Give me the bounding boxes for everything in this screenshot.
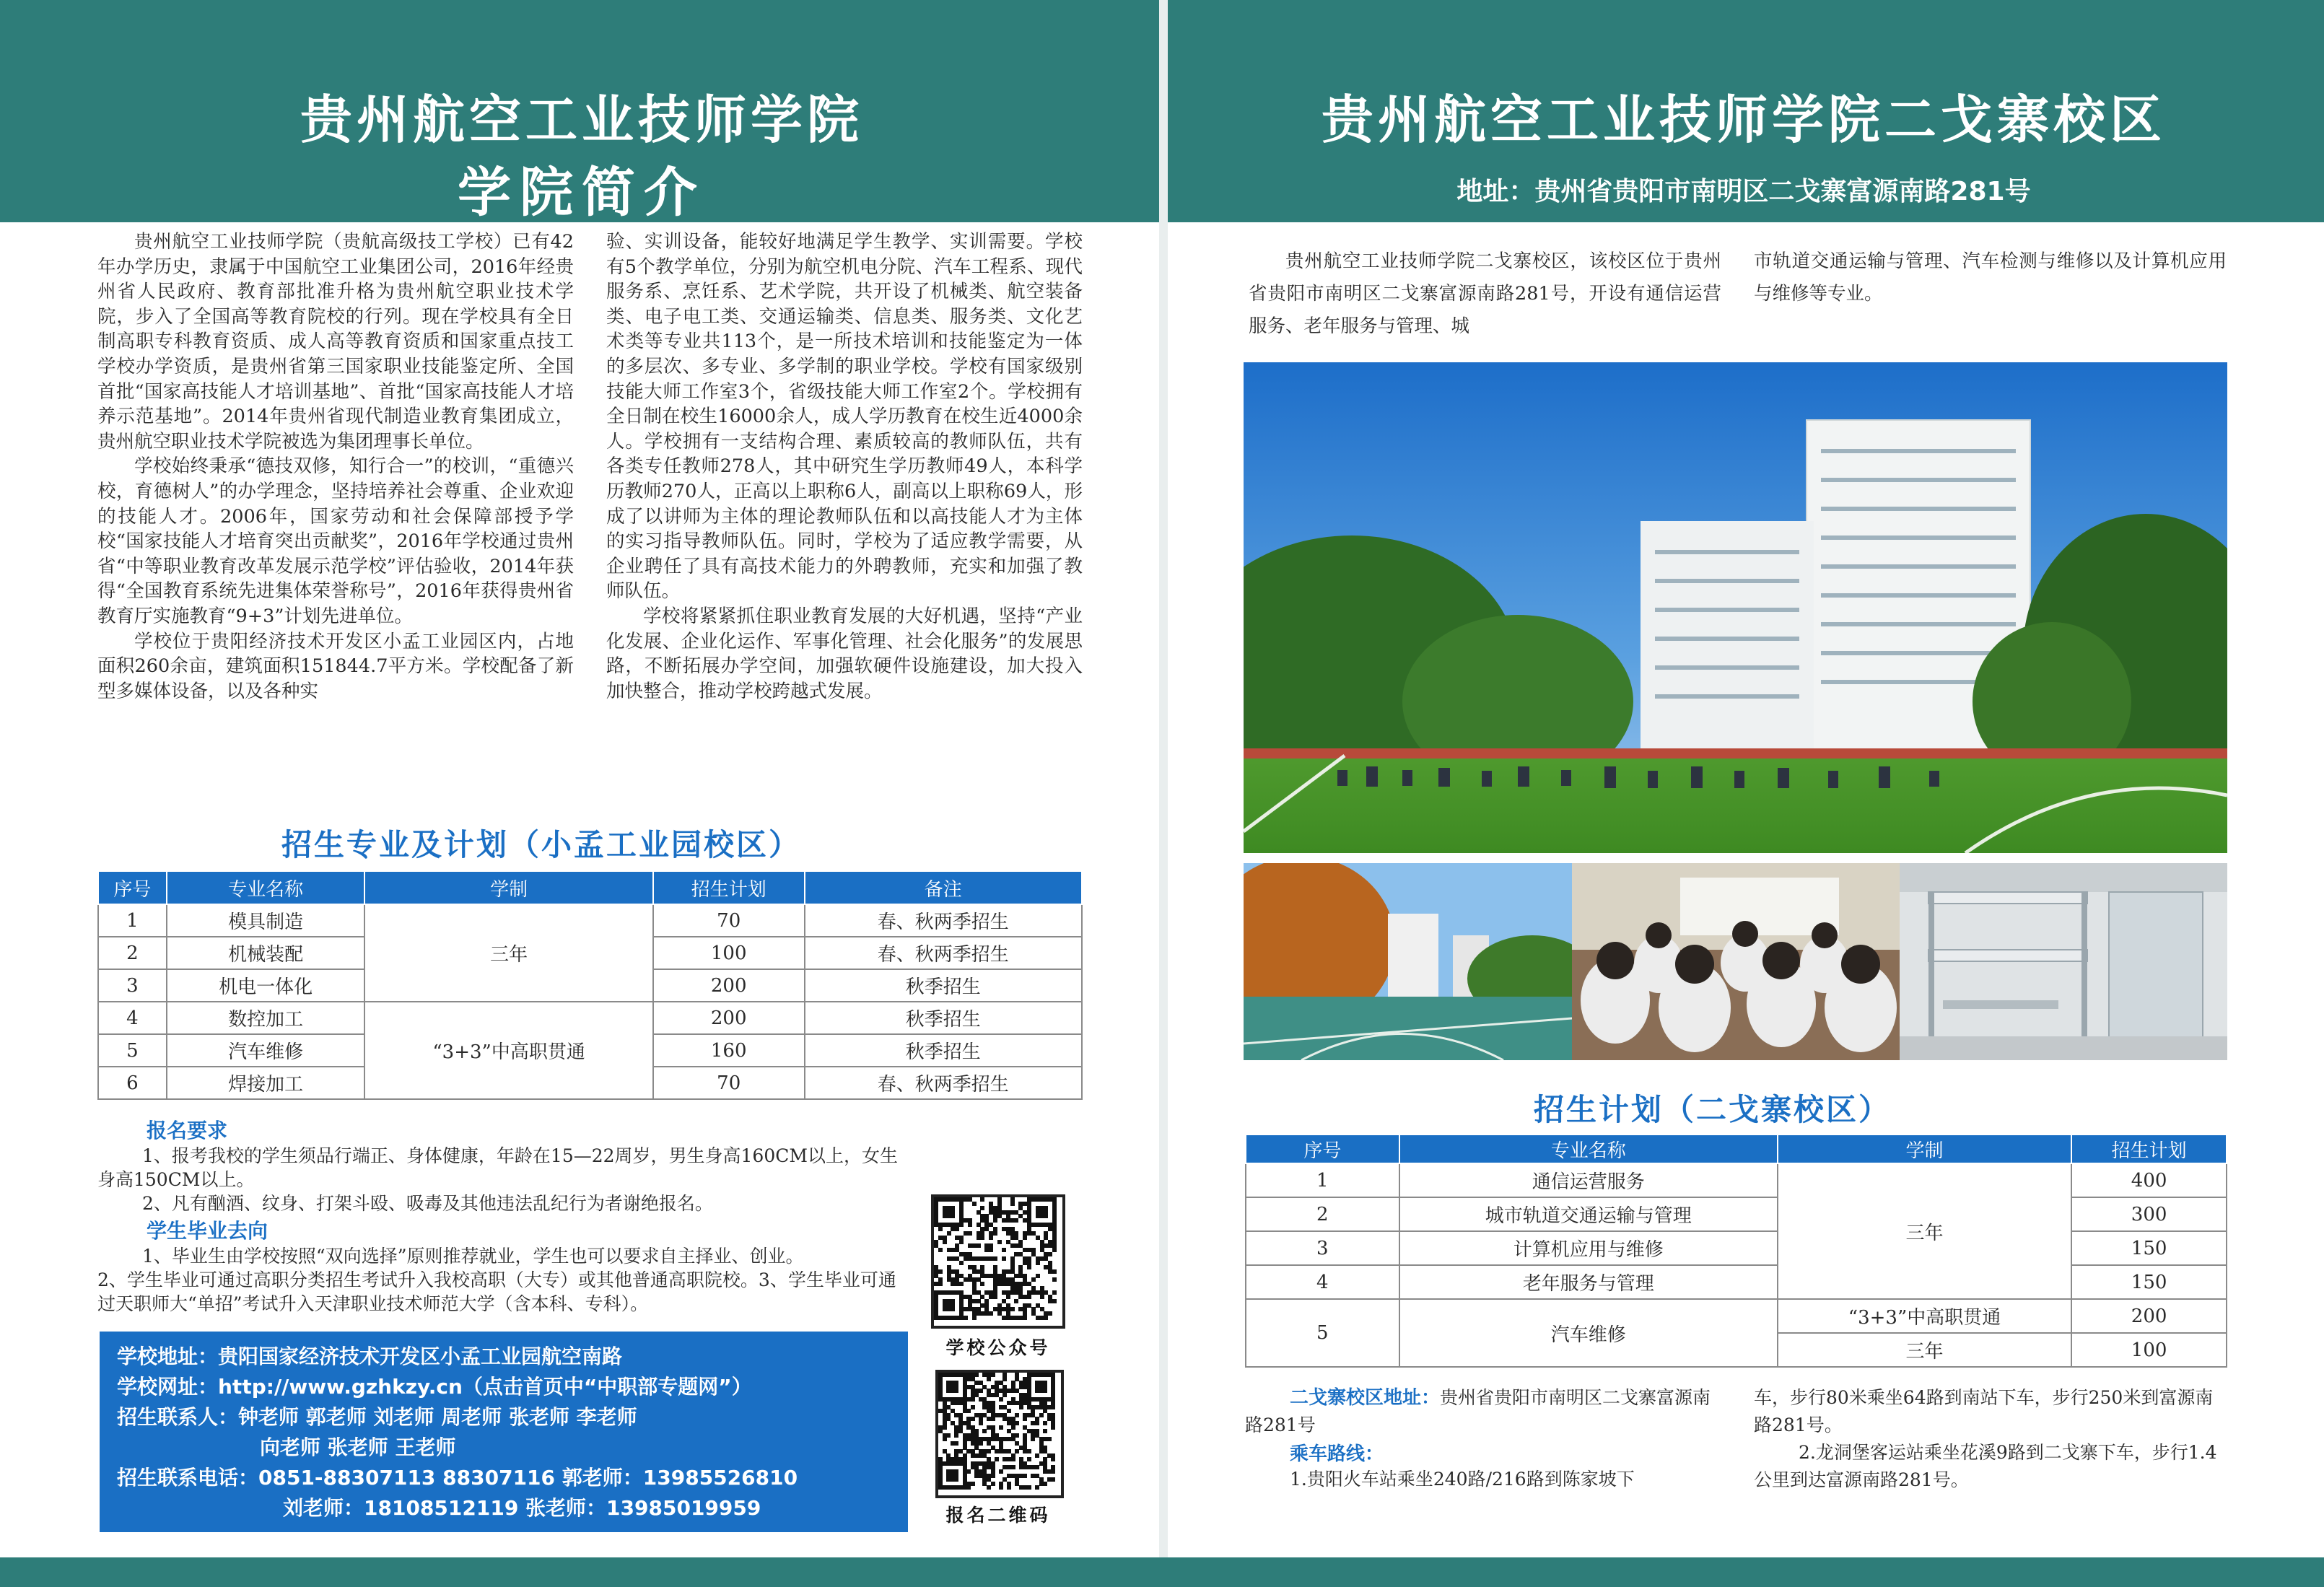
- qr-module: [954, 1389, 958, 1393]
- qr-module: [993, 1218, 997, 1223]
- graduation-title: 学生毕业去向: [147, 1219, 268, 1243]
- table-header: 招生计划: [2071, 1134, 2227, 1163]
- qr-module: [1002, 1377, 1007, 1381]
- route-item: 车，步行80米乘坐64路到南站下车，步行250米到富源南路281号。: [1754, 1387, 2214, 1435]
- cell-name: 焊接加工: [167, 1067, 365, 1099]
- table-row: [1246, 1265, 2227, 1299]
- qr-module: [1002, 1393, 1007, 1397]
- cell-plan: 200: [2071, 1299, 2227, 1333]
- qr-module: [1051, 1477, 1055, 1482]
- table-header: 序号: [98, 871, 167, 904]
- table-header: 学制: [1778, 1134, 2071, 1163]
- cell-no: 2: [1246, 1197, 1399, 1231]
- qr-module: [1007, 1409, 1011, 1413]
- qr-module: [1048, 1252, 1052, 1256]
- qr-module: [974, 1373, 979, 1377]
- qr-module: [1002, 1256, 1006, 1261]
- qr-module: [1027, 1449, 1031, 1453]
- cell-system: “3+3”中高职贯通: [1778, 1299, 2071, 1333]
- cell-system: 三年: [364, 904, 652, 1002]
- qr-module: [995, 1457, 999, 1461]
- page-gutter: [1159, 0, 1168, 1587]
- qr-label: 学校公众号: [945, 1337, 1051, 1358]
- qr-module: [971, 1417, 975, 1421]
- dormitory-photo: [1900, 863, 2227, 1060]
- cell-plan: 300: [2071, 1197, 2227, 1231]
- qr-module: [1051, 1469, 1055, 1474]
- qr-module: [1027, 1485, 1031, 1490]
- footer-bar: [0, 1557, 2324, 1587]
- campus-address-text: 贵州省贵阳市南明区二戈寨富源南路281号: [1245, 1387, 1711, 1435]
- qr-module: [1051, 1425, 1055, 1430]
- cell-no: 4: [98, 1002, 167, 1034]
- cell-plan: 400: [2071, 1163, 2227, 1197]
- basketball-court-illustration: [1244, 863, 1572, 1060]
- cell-name: 数控加工: [167, 1002, 365, 1034]
- route-item: 2.龙洞堡客运站乘坐花溪9路到二戈寨下车，步行1.4公里到达富源南路281号。: [1754, 1442, 2217, 1490]
- qr-module: [1031, 1437, 1035, 1441]
- table-header: 专业名称: [1399, 1134, 1778, 1163]
- intro-paragraph: 学校将紧紧抓住职业教育发展的大好机遇，坚持“产业化发展、企业化运作、军事化管理、社会化服务”的发展思路，不断拓展办学空间，加强软硬件设施建设，加大投入加快整合，推动学校跨越式发展。: [606, 605, 1083, 702]
- table-row: [1246, 1197, 2227, 1231]
- qr-module: [1035, 1453, 1039, 1458]
- cell-note: 春、秋两季招生: [805, 937, 1082, 969]
- qr-module: [980, 1206, 984, 1210]
- cell-name: 城市轨道交通运输与管理: [1399, 1197, 1778, 1231]
- qr-module: [979, 1421, 983, 1425]
- qr-code-register[interactable]: [935, 1370, 1064, 1498]
- qr-module: [972, 1202, 977, 1206]
- right-intro-text: 贵州航空工业技师学院二戈寨校区，该校区位于贵州省贵阳市南明区二戈寨富源南路281号，开设有通信运营服务、老年服务与管理、城: [1249, 250, 1721, 337]
- left-banner: [0, 0, 1163, 222]
- qr-module: [989, 1248, 993, 1252]
- right-intro-a: [1249, 245, 1721, 343]
- cell-note: 秋季招生: [805, 1002, 1082, 1034]
- qr-module: [991, 1474, 995, 1478]
- qr-module: [938, 1248, 943, 1252]
- qr-module: [1023, 1236, 1027, 1240]
- right-table-title: 招生计划（二戈寨校区）: [1534, 1092, 1892, 1127]
- graduation-item: 2、学生毕业可通过高职分类招生考试升入我校高职（大专）或其他普通高职院校。3、学生毕业可通过天职师大“单招”考试升入天津职业技术师范大学（含本科、专科）。: [97, 1269, 896, 1314]
- qr-module: [987, 1485, 991, 1490]
- intro-column-2: [606, 229, 1083, 704]
- contact-address: 学校地址：贵阳国家经济技术开发区小孟工业园航空南路: [117, 1345, 623, 1368]
- intro-paragraph: 验、实训设备，能较好地满足学生教学、实训需要。学校有5个教学单位，分别为航空机电分院、汽车工程系、现代服务系、烹饪系、艺术学院，共开设了机械类、航空装备类、电子电工类、交通运输类、信息类、服务类、文化艺术类等专业共113个，是一所技术培训和技能鉴定为一体的多层次、多专业、多学制的职业学校。学校有国家级别技能大师工作室3个，省级技能大师工作室2个。学校拥有全日制在校生16000余人，成人学历教育在校生近4000余人。学校拥有一支结构合理、素质较高的教师队伍，共有各类专任教师278人，其中研究生学历教师49人，本科学历教师270人，正高以上职称6人，副高以上职称69人，形成了以讲师为主体的理论教师队伍和以高技能人才为主体的实习指导教师队伍。同时，学校为了适应教学需要，从企业聘任了具有高技术能力的外聘教师，充实和加强了教师队伍。: [606, 231, 1083, 603]
- qr-module: [968, 1231, 972, 1236]
- cell-no: 3: [1246, 1231, 1399, 1265]
- cell-no: 1: [1246, 1163, 1399, 1197]
- cell-no: 2: [98, 937, 167, 969]
- cell-no: 5: [1246, 1299, 1399, 1367]
- qr-module: [1015, 1449, 1019, 1453]
- campus-photo-illustration: [1244, 362, 2227, 853]
- right-banner: [1163, 0, 2324, 222]
- cell-no: 3: [98, 969, 167, 1002]
- qr-module: [1007, 1485, 1011, 1490]
- right-intro-b: [1754, 245, 2227, 310]
- right-title: 贵州航空工业技师学院二戈寨校区: [1321, 89, 2166, 150]
- qr-module: [997, 1240, 1002, 1244]
- qr-module: [1051, 1457, 1055, 1461]
- qr-module: [1039, 1413, 1044, 1417]
- requirement-item: 1、报考我校的学生须品行端正、身体健康，年龄在15—22周岁，男生身高160CM以上，女生身高150CM以上。: [97, 1145, 898, 1190]
- cell-name: 老年服务与管理: [1399, 1265, 1778, 1299]
- table-row: [1246, 1299, 2227, 1333]
- cell-plan: 150: [2071, 1231, 2227, 1265]
- cell-plan: 100: [653, 937, 805, 969]
- qr-module: [991, 1373, 995, 1377]
- qr-label: 报名二维码: [945, 1505, 1051, 1526]
- qr-module: [1040, 1295, 1044, 1299]
- qr-module: [1052, 1277, 1057, 1282]
- cell-name: 汽车维修: [167, 1034, 365, 1067]
- qr-module: [1011, 1457, 1015, 1461]
- cell-system: 三年: [1778, 1163, 2071, 1299]
- dormitory-illustration: [1900, 863, 2227, 1060]
- qr-module: [959, 1282, 964, 1286]
- qr-module: [1035, 1485, 1039, 1490]
- cell-note: 春、秋两季招生: [805, 904, 1082, 937]
- qr-module: [1043, 1421, 1047, 1425]
- contact-phone: 招生联系电话：0851-88307113 88307116 郭老师：13985526810: [117, 1466, 798, 1490]
- cell-note: 秋季招生: [805, 969, 1082, 1002]
- cell-plan: 70: [653, 1067, 805, 1099]
- right-address: 地址：贵州省贵阳市南明区二戈寨富源南路281号: [1456, 177, 2031, 206]
- qr-module: [1023, 1316, 1027, 1320]
- left-enrollment-table: [97, 870, 1083, 1100]
- qr-module: [1048, 1311, 1052, 1316]
- qr-module: [938, 1227, 943, 1231]
- cell-plan: 100: [2071, 1333, 2227, 1367]
- qr-module: [982, 1429, 987, 1433]
- qr-module: [993, 1231, 997, 1236]
- qr-module: [971, 1397, 975, 1402]
- qr-module: [946, 1433, 951, 1438]
- qr-module: [1035, 1421, 1039, 1425]
- qr-module: [1027, 1265, 1031, 1269]
- table-row: [1246, 1163, 2227, 1197]
- qr-module: [1052, 1248, 1057, 1252]
- cell-no: 4: [1246, 1265, 1399, 1299]
- campus-photo: [1244, 362, 2227, 853]
- qr-module: [1027, 1295, 1031, 1299]
- qr-module: [968, 1223, 972, 1227]
- graduation-item: 1、毕业生由学校按照“双向选择”原则推荐就业，学生也可以要求自主择业、创业。: [142, 1246, 804, 1267]
- table-row: [1246, 1231, 2227, 1265]
- cell-plan: 150: [2071, 1265, 2227, 1299]
- qr-module: [1015, 1413, 1019, 1417]
- qr-module: [943, 1437, 947, 1441]
- left-title: 贵州航空工业技师学院: [300, 89, 863, 150]
- qr-module: [1023, 1474, 1027, 1478]
- qr-module: [938, 1269, 943, 1274]
- qr-module: [977, 1243, 981, 1248]
- qr-module: [980, 1197, 984, 1202]
- cell-name: 机电一体化: [167, 969, 365, 1002]
- qr-module: [1010, 1202, 1015, 1206]
- cell-plan: 160: [653, 1034, 805, 1067]
- qr-module: [987, 1377, 991, 1381]
- qr-module: [966, 1469, 971, 1474]
- qr-module: [1052, 1269, 1057, 1274]
- qr-module: [999, 1485, 1003, 1490]
- qr-module: [1006, 1295, 1010, 1299]
- qr-module: [1047, 1437, 1052, 1441]
- qr-module: [993, 1295, 997, 1299]
- qr-module: [1023, 1417, 1027, 1421]
- intro-paragraph: 学校始终秉承“德技双修，知行合一”的校训，“重德兴校，育德树人”的办学理念，坚持培养社会尊重、企业欢迎的技能人才。2006年，国家劳动和社会保障部授予学校“国家技能人才培育突出贡献奖”，2016年学校通过贵州省“中等职业教育改革发展示范学校”评估验收，2014年获得“全国教育系统先进集体荣誉称号”，2016年获得贵州省教育厅实施教育“9+3”计划先进单位。: [97, 455, 574, 627]
- contact-box: [100, 1332, 908, 1532]
- qr-module: [943, 1425, 947, 1430]
- classroom-illustration: [1572, 863, 1900, 1060]
- cell-plan: 70: [653, 904, 805, 937]
- qr-module: [1010, 1307, 1015, 1311]
- qr-module: [971, 1482, 975, 1486]
- qr-module: [987, 1449, 991, 1453]
- qr-module: [1036, 1274, 1040, 1278]
- table-header: 序号: [1246, 1134, 1399, 1163]
- qr-module: [1051, 1405, 1055, 1409]
- requirements-title: 报名要求: [147, 1119, 228, 1142]
- qr-module: [1015, 1433, 1019, 1438]
- qr-module: [999, 1397, 1003, 1402]
- cell-no: 6: [98, 1067, 167, 1099]
- route-title: 乘车路线：: [1290, 1443, 1384, 1465]
- qr-module: [1019, 1405, 1023, 1409]
- contact-phone-cont: 刘老师：18108512119 张老师：13985019959: [283, 1496, 761, 1520]
- left-subtitle: 学院简介: [458, 162, 706, 224]
- qr-module: [999, 1469, 1003, 1474]
- cell-name: 汽车维修: [1399, 1299, 1778, 1367]
- campus-address-block: [1245, 1384, 1721, 1493]
- requirements-block: [97, 1115, 906, 1316]
- qr-module: [1011, 1465, 1015, 1469]
- qr-module: [1002, 1248, 1006, 1252]
- qr-module: [1014, 1218, 1018, 1223]
- intro-paragraph: 贵州航空工业技师学院（贵航高级技工学校）已有42年办学历史，隶属于中国航空工业集团公司，2016年经贵州省人民政府、教育部批准升格为贵州航空职业技术学院，步入了全国高等教育院校的行列。现在学校具有全日制高职专科教育资质、成人高等教育资质和国家重点技工学校办学资质，是贵州省第三国家职业技能鉴定所、全国首批“国家高技能人才培训基地”、首批“国家高技能人才培养示范基地”。2014年贵州省现代制造业教育集团成立，贵州航空职业技术学院被选为集团理事长单位。: [97, 231, 574, 453]
- cell-plan: 200: [653, 1002, 805, 1034]
- cell-name: 计算机应用与维修: [1399, 1231, 1778, 1265]
- qr-module: [1014, 1299, 1018, 1303]
- campus-address: [1245, 1384, 1721, 1439]
- cell-name: 通信运营服务: [1399, 1163, 1778, 1197]
- table-row: [98, 1002, 1082, 1034]
- contact-persons-cont: 向老师 张老师 王老师: [260, 1435, 456, 1459]
- cell-system: 三年: [1778, 1333, 2071, 1367]
- qr-module: [1044, 1214, 1048, 1218]
- qr-module: [993, 1256, 997, 1261]
- cell-plan: 200: [653, 969, 805, 1002]
- qr-module: [1052, 1299, 1057, 1303]
- qr-module: [1044, 1316, 1048, 1320]
- qr-module: [979, 1441, 983, 1446]
- contact-persons: 招生联系人：钟老师 郭老师 刘老师 周老师 张老师 李老师: [117, 1405, 637, 1429]
- qr-module: [951, 1307, 955, 1311]
- qr-module: [959, 1223, 964, 1227]
- cell-note: 秋季招生: [805, 1034, 1082, 1067]
- qr-module: [1031, 1277, 1036, 1282]
- qr-module: [951, 1214, 955, 1218]
- route-continued-block: [1754, 1384, 2230, 1494]
- table-row: [98, 904, 1082, 937]
- route-item: 1.贵阳火车站乘坐240路/216路到陈家坡下: [1290, 1469, 1635, 1490]
- qr-module: [1036, 1261, 1040, 1265]
- qr-module: [1052, 1290, 1057, 1295]
- intro-paragraph: 学校位于贵阳经济技术开发区小孟工业园区内，占地面积260余亩，建筑面积151844.7平方米。学校配备了新型多媒体设备，以及各种实: [97, 630, 574, 702]
- cell-name: 模具制造: [167, 904, 365, 937]
- qr-module: [1043, 1389, 1047, 1393]
- right-enrollment-table: [1245, 1134, 2227, 1368]
- qr-module: [980, 1282, 984, 1286]
- cell-note: 春、秋两季招生: [805, 1067, 1082, 1099]
- table-header: 专业名称: [167, 871, 365, 904]
- qr-module: [980, 1236, 984, 1240]
- contact-website[interactable]: 学校网址：http://www.gzhkzy.cn（点击首页中“中职部专题网”）: [117, 1375, 752, 1399]
- basketball-court-photo: [1244, 863, 1572, 1060]
- cell-no: 5: [98, 1034, 167, 1067]
- qr-module: [1043, 1429, 1047, 1433]
- qr-module: [979, 1389, 983, 1393]
- qr-module: [1011, 1425, 1015, 1430]
- intro-column-1: [97, 229, 574, 704]
- cell-system: “3+3”中高职贯通: [364, 1002, 652, 1099]
- qr-module: [1035, 1465, 1039, 1469]
- qr-module: [1015, 1421, 1019, 1425]
- qr-module: [954, 1477, 958, 1482]
- qr-module: [991, 1417, 995, 1421]
- cell-name: 机械装配: [167, 937, 365, 969]
- qr-module: [966, 1409, 971, 1413]
- cell-no: 1: [98, 904, 167, 937]
- qr-module: [964, 1316, 968, 1320]
- qr-module: [971, 1405, 975, 1409]
- table-header: 备注: [805, 871, 1082, 904]
- qr-module: [972, 1316, 977, 1320]
- qr-module: [938, 1282, 943, 1286]
- qr-module: [954, 1441, 958, 1446]
- qr-module: [959, 1240, 964, 1244]
- table-header: 招生计划: [653, 871, 805, 904]
- qr-module: [966, 1485, 971, 1490]
- qr-module: [954, 1433, 958, 1438]
- qr-module: [999, 1425, 1003, 1430]
- qr-module: [959, 1261, 964, 1265]
- requirement-item: 2、凡有酗酒、纹身、打架斗殴、吸毒及其他违法乱纪行为者谢绝报名。: [142, 1193, 713, 1214]
- left-table-title: 招生专业及计划（小孟工业园校区）: [281, 827, 802, 862]
- qr-module: [1027, 1457, 1031, 1461]
- qr-module: [991, 1482, 995, 1486]
- qr-module: [989, 1311, 993, 1316]
- campus-address-label: 二戈寨校区地址：: [1290, 1387, 1441, 1409]
- qr-module: [989, 1236, 993, 1240]
- qr-code-wechat[interactable]: [931, 1194, 1065, 1329]
- qr-module: [1043, 1482, 1047, 1486]
- qr-module: [943, 1240, 947, 1244]
- right-intro-text: 市轨道交通运输与管理、汽车检测与维修以及计算机应用与维修等专业。: [1754, 250, 2227, 305]
- qr-module: [955, 1227, 959, 1231]
- classroom-photo: [1572, 863, 1900, 1060]
- qr-module: [947, 1231, 951, 1236]
- table-header: 学制: [364, 871, 652, 904]
